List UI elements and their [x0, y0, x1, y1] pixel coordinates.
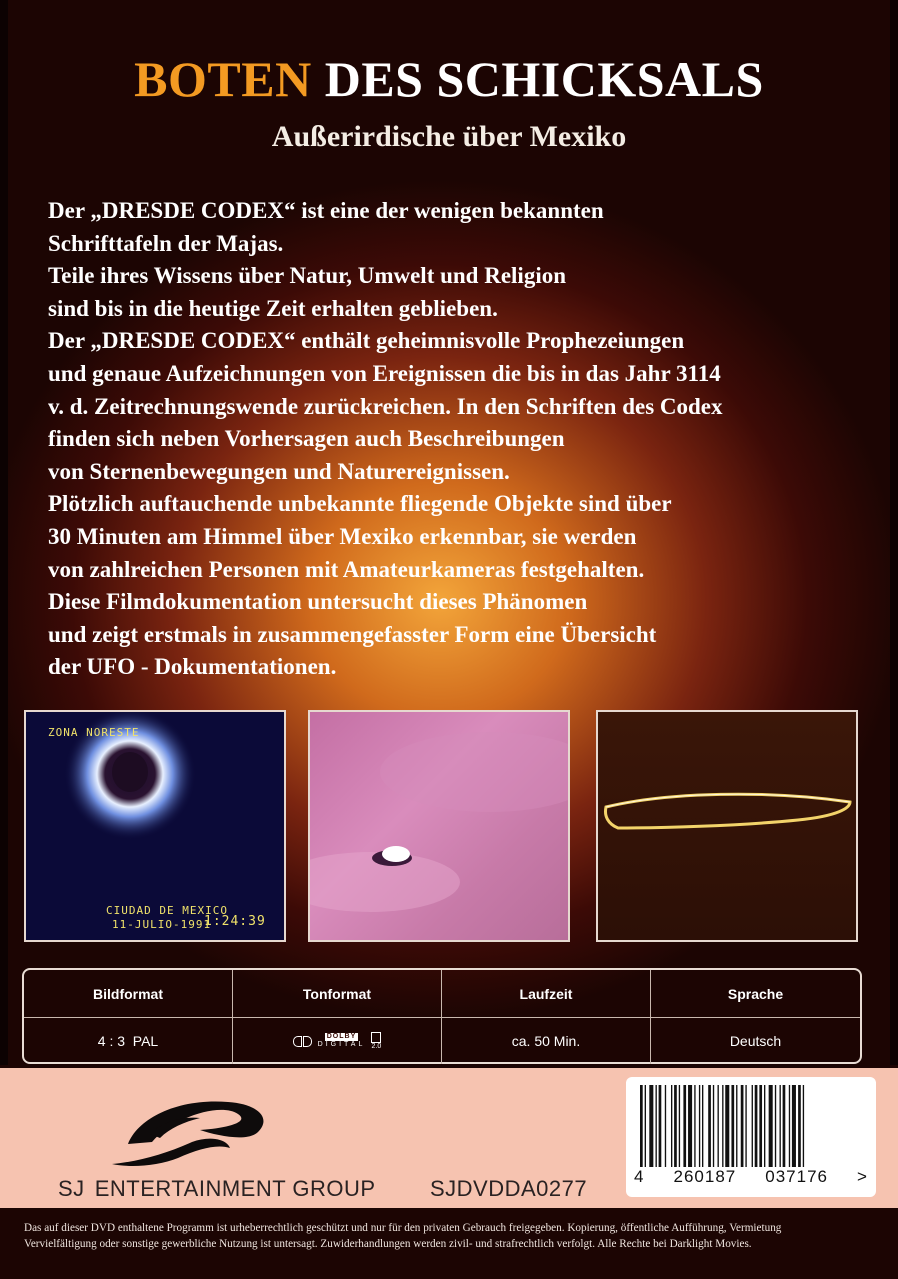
catalog-number: SJDVDDA0277	[430, 1176, 588, 1201]
synopsis-line: Plötzlich auftauchende unbekannte fliegende Objekte sind über	[48, 491, 672, 517]
spec-value-laufzeit: ca. 50 Min.	[442, 1018, 651, 1064]
synopsis-line: v. d. Zeitrechnungswende zurückreichen. In den Schriften des Codex	[48, 393, 723, 419]
spec-header-laufzeit: Laufzeit	[442, 970, 651, 1018]
legal-line: Das auf dieser DVD enthaltene Programm ist urheberrechtlich geschützt und nur für den privaten Gebrauch freigegeben. Kopierung, öffentliche Aufführung, Vermietung	[24, 1222, 782, 1234]
cover-subtitle: Außerirdische über Mexiko	[271, 120, 627, 153]
digital-label: DIGITAL	[317, 1041, 366, 1048]
ufo-still-photo-3	[596, 710, 858, 942]
legal-line: Vervielfältigung oder sonstige gewerbliche Nutzung ist untersagt. Zuwiderhandlungen werden zivil- und strafrechtlich verfolgt. Alle Rechte bei Darklight Movies.	[24, 1238, 752, 1250]
osd-date-label: 11-JULIO-1991	[112, 918, 212, 931]
double-d-icon	[293, 1036, 312, 1047]
spec-header-bildformat: Bildformat	[24, 970, 233, 1018]
synopsis-line: finden sich neben Vorhersagen auch Beschreibungen	[48, 426, 565, 452]
technical-specs-table	[22, 968, 862, 1064]
spec-value-sprache: Deutsch	[729, 1033, 782, 1049]
synopsis-line: und genaue Aufzeichnungen von Ereignissen die bis in das Jahr 3114	[48, 360, 721, 386]
synopsis-line: Schrifttafeln der Majas.	[48, 230, 284, 256]
spec-header-tonformat: Tonformat	[233, 970, 442, 1018]
barcode-icon	[638, 1085, 864, 1167]
ufo-still-photo-2	[308, 710, 570, 942]
synopsis-line: und zeigt erstmals in zusammengefasster Form eine Übersicht	[48, 621, 657, 647]
synopsis-line: Der „DRESDE CODEX“ ist eine der wenigen bekannten	[48, 198, 604, 223]
title-rest: DES SCHICKSALS	[324, 51, 764, 107]
synopsis-line: von Sternenbewegungen und Naturereignissen.	[48, 458, 510, 484]
cover-edge-right	[890, 0, 898, 1065]
channels-label: 2.0	[371, 1043, 382, 1050]
spec-value-bildformat: 4 : 3 PAL	[24, 1018, 233, 1064]
brand-sj: SJ	[58, 1176, 85, 1201]
synopsis-line: Diese Filmdokumentation untersucht dieses Phänomen	[48, 589, 588, 615]
ufo-still-photo-1	[24, 710, 286, 942]
synopsis-line: sind bis in die heutige Zeit erhalten geblieben.	[48, 295, 498, 321]
barcode-digit-group: 260187	[673, 1167, 737, 1186]
cover-title	[0, 50, 898, 108]
spec-header-sprache: Sprache	[651, 970, 860, 1018]
synopsis-line: von zahlreichen Personen mit Amateurkameras festgehalten.	[48, 556, 645, 582]
synopsis-line: der UFO - Dokumentationen.	[48, 654, 337, 680]
osd-city-label: CIUDAD DE MEXICO	[106, 904, 228, 917]
synopsis-line: 30 Minuten am Himmel über Mexiko erkennbar, sie werden	[48, 523, 637, 549]
osd-time-label: 1:24:39	[204, 914, 266, 929]
barcode-digit-group: 4	[634, 1167, 645, 1186]
flying-object-image	[310, 712, 568, 940]
legal-notice	[24, 1220, 884, 1252]
barcode-digits	[634, 1167, 868, 1187]
sj-entertainment-logo	[108, 1078, 278, 1170]
dolby-digital-logo	[293, 1032, 382, 1050]
spec-value-tonformat	[233, 1018, 442, 1064]
stereo-channels-icon	[371, 1032, 381, 1050]
synopsis	[48, 195, 878, 684]
cover-edge-left	[0, 0, 8, 1065]
brand-name	[58, 1176, 376, 1202]
title-accent: BOTEN	[134, 51, 312, 107]
barcode-label	[626, 1077, 876, 1197]
barcode-digit-group: 037176	[765, 1167, 828, 1186]
light-trail-image	[598, 712, 856, 940]
brand-entertainment: ENTERTAINMENT GROUP	[94, 1176, 376, 1201]
barcode-digit-group: >	[857, 1167, 868, 1186]
dolby-label: DOLBY	[326, 1033, 357, 1040]
synopsis-line: Der „DRESDE CODEX“ enthält geheimnisvolle Prophezeiungen	[48, 328, 685, 354]
osd-zone-label: ZONA NORESTE	[48, 726, 140, 739]
synopsis-line: Teile ihres Wissens über Natur, Umwelt und Religion	[48, 263, 567, 289]
